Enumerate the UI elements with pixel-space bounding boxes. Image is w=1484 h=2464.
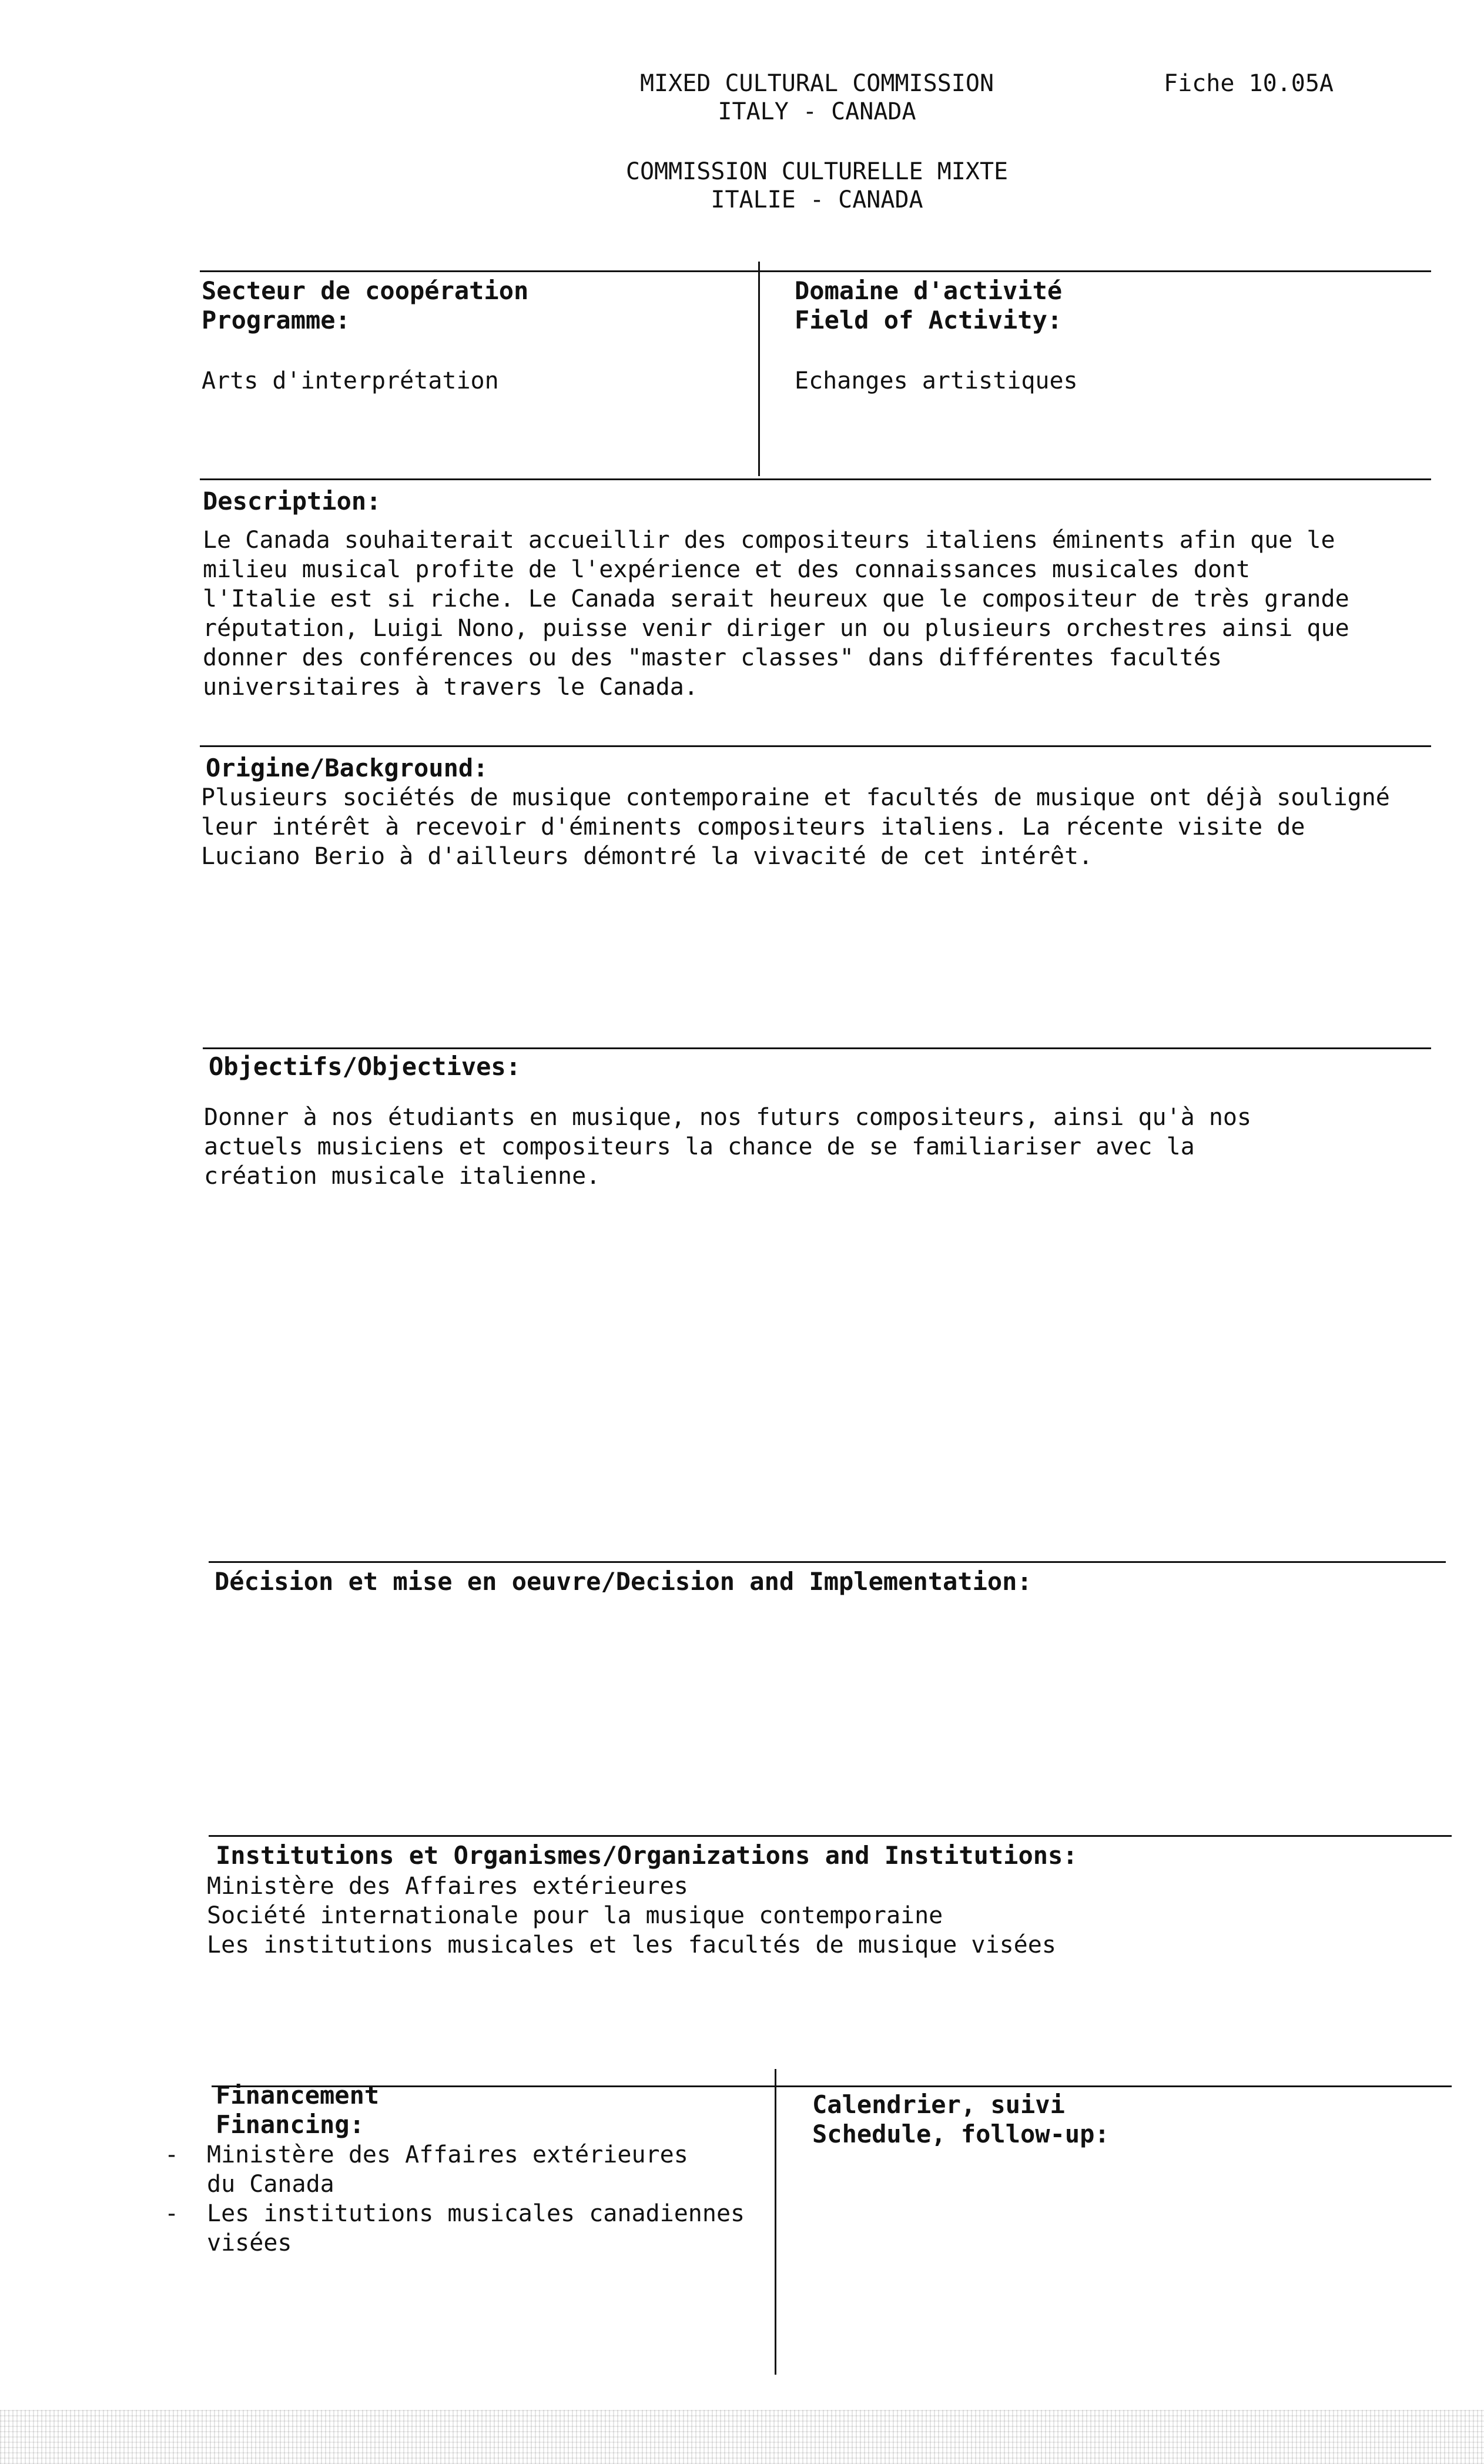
decision-section	[215, 1567, 1032, 1596]
description-line: Le Canada souhaiterait accueillir des compositeurs italiens éminents afin que le	[203, 527, 1335, 554]
financing-list	[165, 2140, 745, 2258]
financing-label-fr: Financement	[216, 2081, 380, 2110]
financing-item-1	[165, 2140, 745, 2199]
objectives-label: Objectifs/Objectives:	[209, 1052, 521, 1081]
domain-value: Echanges artistiques	[795, 367, 1078, 394]
financing-item-line: du Canada	[207, 2170, 334, 2198]
commission-name-fr: COMMISSION CULTURELLE MIXTE	[625, 158, 1009, 185]
countries-fr: ITALIE - CANADA	[711, 186, 923, 213]
countries-en: ITALY - CANADA	[718, 98, 916, 125]
institutions-list	[207, 1872, 1078, 1960]
schedule-cell	[812, 2090, 1110, 2150]
description-line: l'Italie est si riche. Le Canada serait heureux que le compositeur de très grande	[203, 585, 1349, 613]
description-line: réputation, Luigi Nono, puisse venir diriger un ou plusieurs orchestres ainsi que	[203, 615, 1349, 642]
domain-label: Domaine d'activité	[795, 276, 1063, 305]
description-line: milieu musical profite de l'expérience et des connaissances musicales dont	[203, 556, 1251, 584]
sector-cell	[202, 276, 528, 396]
objectives-rule	[203, 1047, 1431, 1049]
objectives-line: actuels musiciens et compositeurs la chance de se familiariser avec la	[204, 1133, 1195, 1161]
institution-item: Ministère des Affaires extérieures	[207, 1873, 688, 1900]
institutions-rule	[209, 1835, 1452, 1837]
institution-item: Les institutions musicales et les facultés de musique visées	[207, 1931, 1056, 1959]
domain-cell	[795, 276, 1078, 396]
fiche-number: Fiche 10.05A	[1164, 70, 1334, 97]
decision-rule	[209, 1561, 1446, 1563]
background-rule	[200, 745, 1431, 747]
description-section	[203, 487, 1349, 702]
institutions-label: Institutions et Organismes/Organizations and Institutions:	[216, 1841, 1078, 1870]
field-label: Field of Activity:	[795, 306, 1063, 335]
financing-cell	[165, 2081, 745, 2258]
sector-value: Arts d'interprétation	[202, 367, 499, 394]
institutions-section	[207, 1841, 1078, 1960]
financing-item-line: Les institutions musicales canadiennes	[207, 2199, 745, 2227]
commission-title-en	[611, 69, 1023, 126]
financing-item-line: Ministère des Affaires extérieures	[207, 2141, 688, 2168]
objectives-text	[204, 1103, 1251, 1191]
objectives-line: création musicale italienne.	[204, 1163, 601, 1190]
decision-label: Décision et mise en oeuvre/Decision and Implementation:	[215, 1567, 1032, 1596]
objectives-section	[204, 1052, 1252, 1191]
financing-label-en: Financing:	[216, 2110, 364, 2140]
program-label: Programme:	[202, 306, 350, 335]
top-table-rule	[200, 270, 1431, 272]
financing-item-line: visées	[207, 2229, 292, 2257]
objectives-line: Donner à nos étudiants en musique, nos futurs compositeurs, ainsi qu'à nos	[204, 1104, 1252, 1131]
background-text	[201, 783, 1390, 871]
background-label: Origine/Background:	[206, 754, 488, 782]
description-line: universitaires à travers le Canada.	[203, 674, 698, 701]
schedule-label-fr: Calendrier, suivi	[812, 2090, 1065, 2119]
description-rule	[200, 478, 1431, 480]
schedule-label-en: Schedule, follow-up:	[812, 2120, 1110, 2149]
institution-item: Société internationale pour la musique contemporaine	[207, 1902, 943, 1930]
description-label: Description:	[203, 487, 381, 515]
bottom-table-divider	[775, 2069, 776, 2375]
description-line: donner des conférences ou des "master classes" dans différentes facultés	[203, 644, 1222, 672]
financing-item-2	[165, 2199, 745, 2258]
background-line: leur intérêt à recevoir d'éminents compositeurs italiens. La récente visite de	[201, 813, 1305, 841]
commission-title-fr	[611, 158, 1023, 214]
bullet-dash: -	[165, 2141, 179, 2168]
description-text	[203, 525, 1349, 702]
bullet-dash: -	[165, 2199, 179, 2227]
background-line: Plusieurs sociétés de musique contemporaine et facultés de musique ont déjà souligné	[201, 784, 1390, 812]
background-line: Luciano Berio à d'ailleurs démontré la vivacité de cet intérêt.	[201, 843, 1093, 871]
commission-name-en: MIXED CULTURAL COMMISSION	[639, 70, 994, 97]
scan-noise	[0, 2410, 1484, 2464]
sector-label: Secteur de coopération	[202, 276, 529, 305]
background-section	[201, 754, 1390, 871]
top-table-divider	[758, 262, 760, 476]
